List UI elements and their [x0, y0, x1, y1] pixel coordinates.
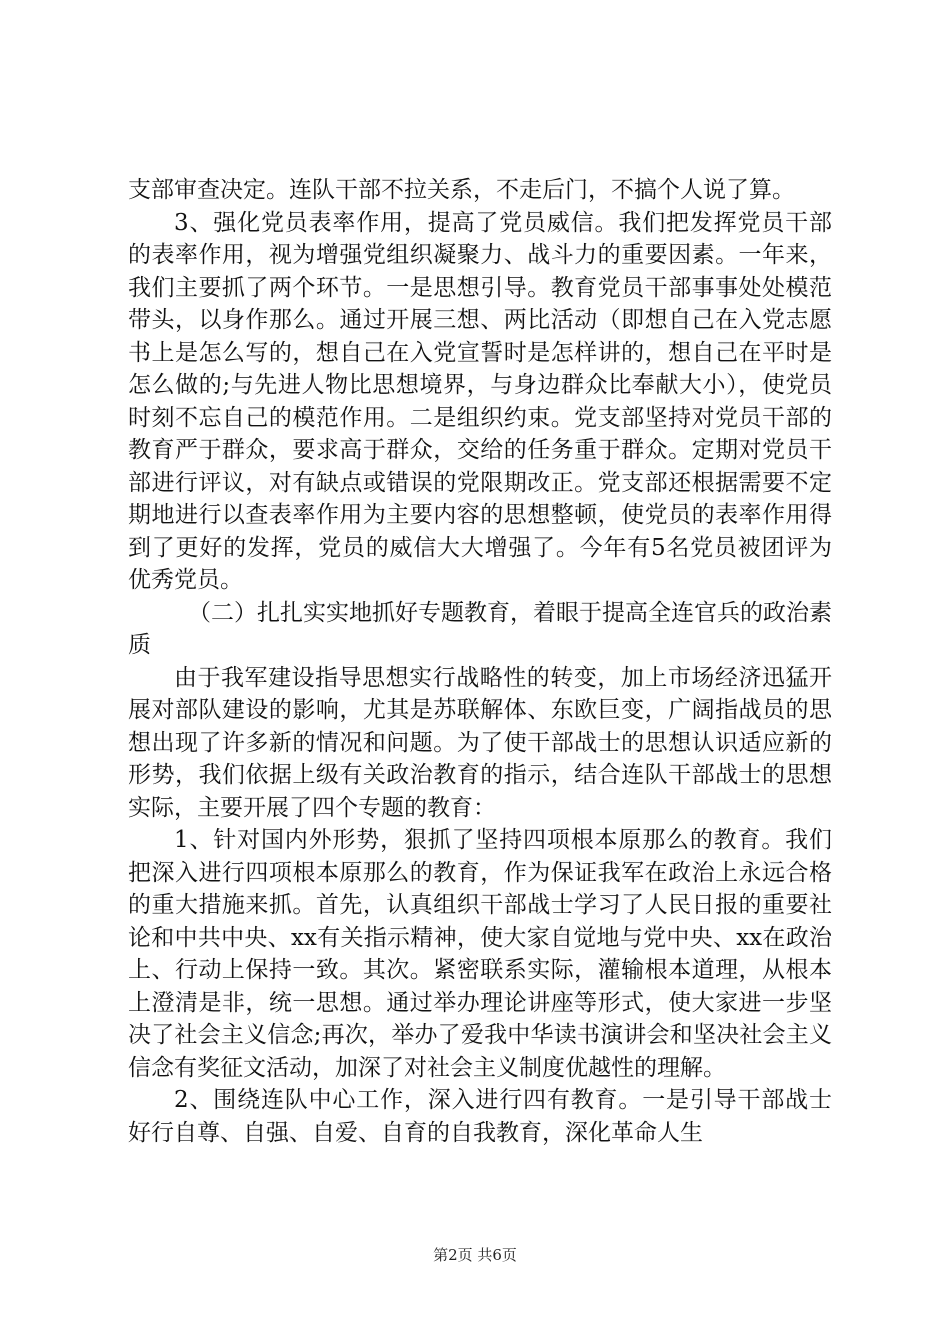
section-heading-topic-education: （二）扎扎实实地抓好专题教育，着眼于提高全连官兵的政治素质: [128, 599, 832, 658]
document-body: [128, 174, 832, 1149]
page-number-footer: 第2页 共6页: [433, 1246, 517, 1264]
paragraph-party-member-role: 3、强化党员表率作用，提高了党员威信。我们把发挥党员干部的表率作用，视为增强党组织凝聚力、战斗力的重要因素。一年来，我们主要抓了两个环节。一是思想引导。教育党员干部事事处处模范带头，以身作那么。通过开展三想、两比活动（即想自己在入党志愿书上是怎么写的，想自己在入党宣誓时是怎样讲的，想自己在平时是怎么做的;与先进人物比思想境界，与身边群众比奉献大小），使党员时刻不忘自己的模范作用。二是组织约束。党支部坚持对党员干部的教育严于群众，要求高于群众，交给的任务重于群众。定期对党员干部进行评议，对有缺点或错误的党限期改正。党支部还根据需要不定期地进行以查表率作用为主要内容的思想整顿，使党员的表率作用得到了更好的发挥，党员的威信大大增强了。今年有5名党员被团评为优秀党员。: [128, 209, 832, 593]
paragraph-continuation: 支部审查决定。连队干部不拉关系，不走后门，不搞个人说了算。: [128, 177, 795, 203]
paragraph-education-background: 由于我军建设指导思想实行战略性的转变，加上市场经济迅猛开展对部队建设的影响，尤其是苏联解体、东欧巨变，广阔指战员的思想出现了许多新的情况和问题。为了使干部战士的思想认识适应新的形势，我们依据上级有关政治教育的指示，结合连队干部战士的思想实际，主要开展了四个专题的教育：: [128, 664, 832, 821]
paragraph-four-principles: 1、针对国内外形势，狠抓了坚持四项根本原那么的教育。我们把深入进行四项根本原那么的教育，作为保证我军在政治上永远合格的重大措施来抓。首先，认真组织干部战士学习了人民日报的重要社论和中共中央、xx有关指示精神，使大家自觉地与党中央、xx在政治上、行动上保持一致。其次。紧密联系实际，灌输根本道理，从根本上澄清是非，统一思想。通过举办理论讲座等形式，使大家进一步坚决了社会主义信念;再次，举办了爱我中华读书演讲会和坚决社会主义信念有奖征文活动，加深了对社会主义制度优越性的理解。: [128, 827, 832, 1081]
paragraph-four-haves: 2、围绕连队中心工作，深入进行四有教育。一是引导干部战士好行自尊、自强、自爱、自育的自我教育，深化革命人生: [128, 1087, 832, 1146]
